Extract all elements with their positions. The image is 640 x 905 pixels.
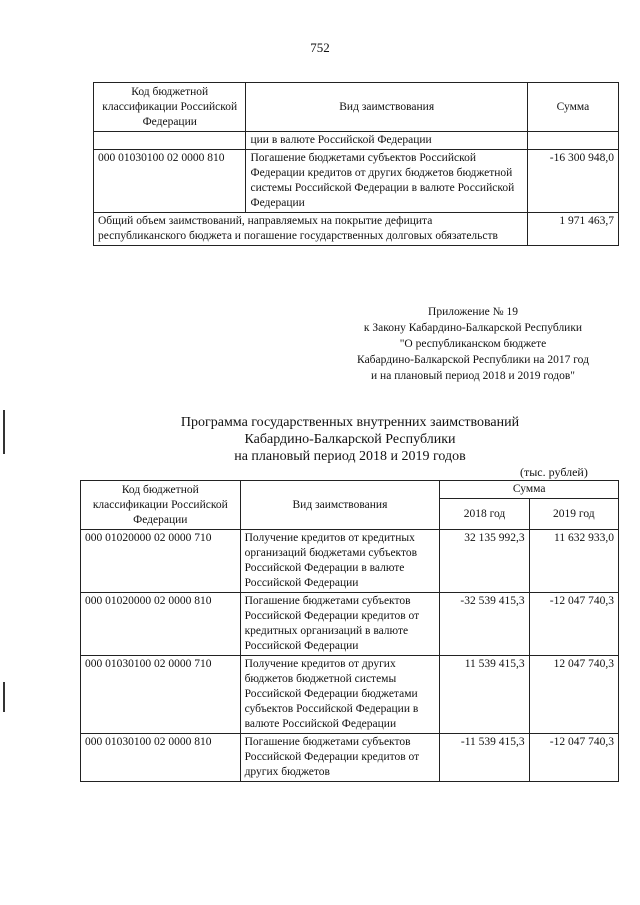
row-2019: 12 047 740,3 <box>529 656 618 734</box>
appendix-line: Приложение № 19 <box>428 306 518 318</box>
row-sum: -16 300 948,0 <box>527 150 618 213</box>
total-value: 1 971 463,7 <box>527 213 618 246</box>
row-desc: Погашение бюджетами субъектов Российской Федерации кредитов от других бюджетов бюджетной системы Российской Федерации в валюте Российской Федерации <box>246 150 527 213</box>
row-code: 000 01030100 02 0000 810 <box>81 734 241 782</box>
title-line: Программа государственных внутренних заимствований <box>180 415 520 430</box>
header-sum: Сумма <box>527 83 618 132</box>
appendix-line: и на плановый период 2018 и 2019 годов" <box>371 370 575 382</box>
header-2019: 2019 год <box>529 499 618 530</box>
page-number: 752 <box>310 40 330 55</box>
appendix-line: к Закону Кабардино-Балкарской Республики <box>363 322 583 334</box>
row-2018: -11 539 415,3 <box>440 734 529 782</box>
row-desc: Погашение бюджетами субъектов Российской Федерации кредитов от других бюджетов <box>240 734 440 782</box>
row-2018: 11 539 415,3 <box>440 656 529 734</box>
row-2019: -12 047 740,3 <box>529 593 618 656</box>
table-row <box>81 593 619 656</box>
total-label: Общий объем заимствований, направляемых на покрытие дефицита республиканского бюджета и погашение государственных долговых обязательств <box>94 213 528 246</box>
row-code: 000 01020000 02 0000 710 <box>81 530 241 593</box>
scan-edge-mark <box>3 682 5 712</box>
continuation-text: ции в валюте Российской Федерации <box>246 132 527 150</box>
row-2019: -12 047 740,3 <box>529 734 618 782</box>
table-row <box>81 734 619 782</box>
total-row <box>94 213 619 246</box>
document-title <box>140 414 560 465</box>
row-desc: Погашение бюджетами субъектов Российской Федерации кредитов от кредитных организаций в валюте Российской Федерации <box>240 593 440 656</box>
header-2018: 2018 год <box>440 499 529 530</box>
row-code: 000 01030100 02 0000 710 <box>81 656 241 734</box>
table-row <box>94 150 619 213</box>
header-sum: Сумма <box>440 481 619 499</box>
title-line: на плановый период 2018 и 2019 годов <box>234 449 466 464</box>
appendix-line: Кабардино-Балкарской Республики на 2017 год <box>357 354 589 366</box>
table-row <box>81 656 619 734</box>
row-code: 000 01030100 02 0000 810 <box>94 150 246 213</box>
row-desc: Получение кредитов от других бюджетов бюджетной системы Российской Федерации бюджетами субъектов Российской Федерации в валюте Российской Федерации <box>240 656 440 734</box>
appendix-line: "О республиканском бюджете <box>399 338 547 350</box>
header-code: Код бюджетной классификации Российской Федерации <box>81 481 241 530</box>
appendix-block <box>338 304 608 384</box>
row-2018: 32 135 992,3 <box>440 530 529 593</box>
scan-edge-mark <box>3 410 5 454</box>
header-code: Код бюджетной классификации Российской Федерации <box>94 83 246 132</box>
row-desc: Получение кредитов от кредитных организаций бюджетами субъектов Российской Федерации в валюте Российской Федерации <box>240 530 440 593</box>
row-2018: -32 539 415,3 <box>440 593 529 656</box>
table-row <box>94 132 619 150</box>
table-header-row <box>94 83 619 132</box>
row-code: 000 01020000 02 0000 810 <box>81 593 241 656</box>
borrowing-program-table <box>80 480 619 782</box>
header-type: Вид заимствования <box>246 83 527 132</box>
units-label: (тыс. рублей) <box>520 465 588 479</box>
table-header-row <box>81 481 619 499</box>
header-type: Вид заимствования <box>240 481 440 530</box>
table-row <box>81 530 619 593</box>
borrowing-table-continued <box>93 82 619 246</box>
row-2019: 11 632 933,0 <box>529 530 618 593</box>
title-line: Кабардино-Балкарской Республики <box>244 432 456 447</box>
